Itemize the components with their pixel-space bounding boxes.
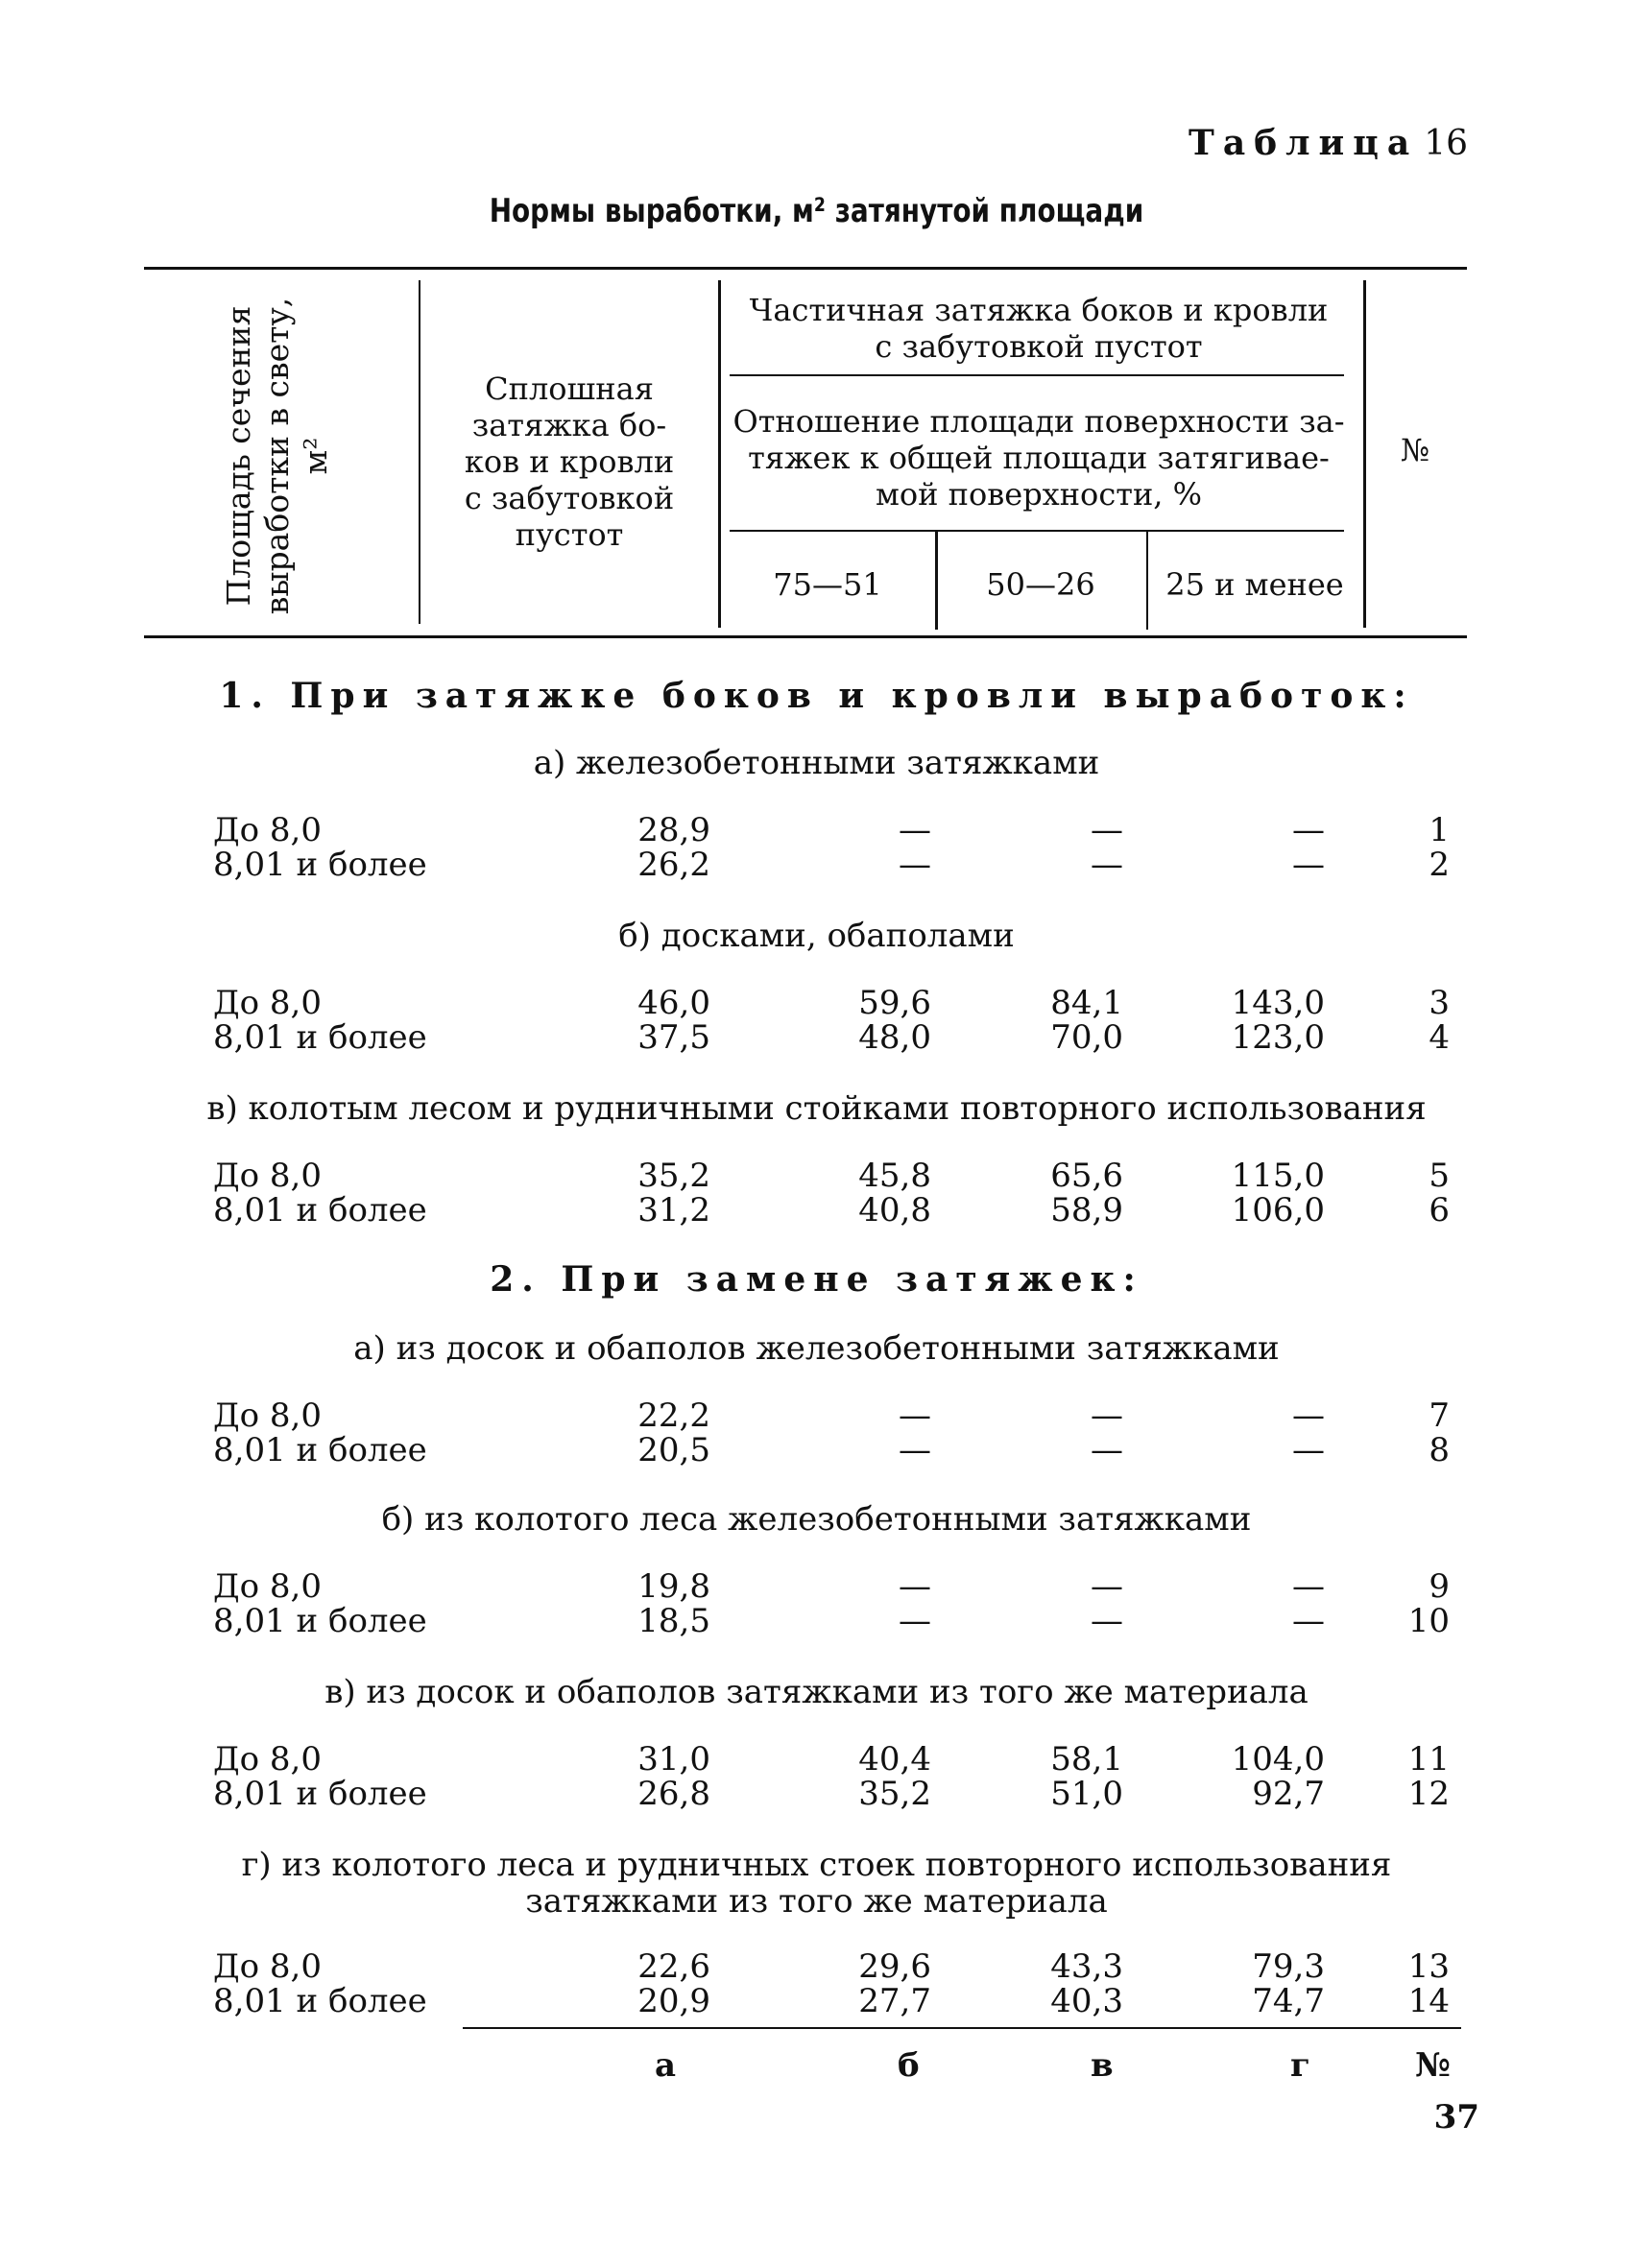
footer-letter-a: а: [655, 2046, 677, 2085]
header-group-title-line: Частичная затяжка боков и кровли: [749, 292, 1329, 328]
group-subtitle-line: в) колотым лесом и рудничными стойками повторного использования: [206, 1089, 1427, 1128]
cell-50-26: 43,3: [1050, 1947, 1123, 1986]
section-title: 2. При замене затяжек:: [490, 1259, 1143, 1300]
table-row: [0, 1776, 1633, 1812]
cell-25-less: —: [1292, 1431, 1325, 1469]
cell-solid: 18,5: [637, 1602, 710, 1640]
cell-solid: 35,2: [637, 1157, 710, 1195]
cell-area: 8,01 и более: [213, 1191, 427, 1229]
cell-25-less: 106,0: [1231, 1191, 1325, 1229]
cell-50-26: 84,1: [1050, 984, 1123, 1022]
cell-number: 3: [1429, 984, 1450, 1022]
group-subtitle: [0, 1847, 1633, 1920]
cell-25-less: 104,0: [1231, 1740, 1325, 1779]
table-row: [0, 1432, 1633, 1468]
header-subcol-50-26: 50—26: [986, 566, 1095, 603]
cell-75-51: 45,8: [858, 1157, 931, 1195]
header-bottom-rule: [144, 635, 1467, 638]
header-divider-2: [718, 280, 721, 628]
cell-25-less: —: [1292, 1567, 1325, 1606]
header-group-subtitle: [722, 403, 1356, 513]
footer-number-sign: №: [1415, 2046, 1451, 2085]
cell-75-51: —: [899, 1397, 931, 1435]
cell-25-less: —: [1292, 1397, 1325, 1435]
cell-75-51: 40,8: [858, 1191, 931, 1229]
cell-75-51: 48,0: [858, 1018, 931, 1057]
cell-number: 4: [1429, 1018, 1450, 1057]
cell-25-less: —: [1292, 846, 1325, 884]
cell-number: 14: [1407, 1982, 1450, 2020]
cell-75-51: 35,2: [858, 1775, 931, 1813]
section-title: 1. При затяжке боков и кровли выработок:: [219, 676, 1414, 716]
cell-75-51: —: [899, 1567, 931, 1606]
table-label: [1189, 123, 1468, 163]
cell-25-less: 92,7: [1252, 1775, 1325, 1813]
group-subtitle: [0, 1090, 1633, 1127]
cell-number: 11: [1407, 1740, 1450, 1779]
header-top-rule: [144, 267, 1467, 270]
cell-area: 8,01 и более: [213, 1775, 427, 1813]
header-group-subtitle-line: Отношение площади поверхности за-: [732, 403, 1345, 440]
header-col-solid-line: затяжка бо-: [471, 407, 667, 443]
header-col-solid-line: пустот: [515, 516, 624, 553]
group-title-rule: [730, 374, 1344, 376]
header-group-subtitle-line: мой поверхности, %: [875, 476, 1203, 513]
cell-50-26: 58,1: [1050, 1740, 1123, 1779]
group-subtitle: [0, 1674, 1633, 1710]
cell-number: 5: [1429, 1157, 1450, 1195]
cell-solid: 26,8: [637, 1775, 710, 1813]
group-subtitle-line: а) железобетонными затяжками: [533, 744, 1100, 782]
cell-area: 8,01 и более: [213, 1602, 427, 1640]
cell-solid: 46,0: [637, 984, 710, 1022]
cell-75-51: 29,6: [858, 1947, 931, 1986]
cell-number: 8: [1429, 1431, 1450, 1469]
group-subtitle-line: в) из досок и обаполов затяжками из того же материала: [324, 1673, 1309, 1711]
group-subtitle: [0, 1330, 1633, 1367]
table-row: [0, 1019, 1633, 1056]
cell-25-less: 79,3: [1252, 1947, 1325, 1986]
cell-75-51: —: [899, 1431, 931, 1469]
cell-25-less: 74,7: [1252, 1982, 1325, 2020]
group-subtitle: [0, 918, 1633, 954]
cell-area: До 8,0: [213, 1157, 322, 1195]
cell-area: До 8,0: [213, 1567, 322, 1606]
cell-solid: 22,2: [637, 1397, 710, 1435]
cell-50-26: 40,3: [1050, 1982, 1123, 2020]
table-number: 16: [1424, 124, 1468, 163]
cell-area: 8,01 и более: [213, 846, 427, 884]
cell-area: До 8,0: [213, 1397, 322, 1435]
cell-50-26: —: [1091, 846, 1123, 884]
cell-50-26: 65,6: [1050, 1157, 1123, 1195]
header-col-solid-line: с забутовкой: [464, 480, 675, 516]
header-col-area-text: Площадь сечения выработки в свету, м²: [220, 297, 334, 615]
cell-25-less: —: [1292, 811, 1325, 849]
header-subcol-75-51: 75—51: [773, 566, 882, 603]
table-row: [0, 1192, 1633, 1229]
cell-number: 2: [1429, 846, 1450, 884]
cell-75-51: 27,7: [858, 1982, 931, 2020]
group-subtitle-line: г) из колотого леса и рудничных стоек повторного использования: [241, 1846, 1392, 1884]
table-row: [0, 847, 1633, 883]
group-subtitle: [0, 1501, 1633, 1538]
cell-50-26: 51,0: [1050, 1775, 1123, 1813]
cell-25-less: —: [1292, 1602, 1325, 1640]
header-group-title-line: с забутовкой пустот: [875, 328, 1203, 365]
cell-area: До 8,0: [213, 811, 322, 849]
cell-number: 9: [1429, 1567, 1450, 1606]
cell-number: 10: [1407, 1602, 1450, 1640]
group-subtitle-line: затяжками из того же материала: [525, 1882, 1108, 1921]
cell-solid: 37,5: [637, 1018, 710, 1057]
cell-50-26: —: [1091, 1431, 1123, 1469]
cell-75-51: 59,6: [858, 984, 931, 1022]
cell-75-51: —: [899, 1602, 931, 1640]
footer-letter-b: б: [898, 2046, 920, 2085]
footer-letter-g: г: [1290, 2046, 1310, 2085]
header-col-number: №: [1400, 432, 1430, 468]
cell-area: 8,01 и более: [213, 1431, 427, 1469]
cell-area: 8,01 и более: [213, 1982, 427, 2020]
table-row: [0, 812, 1633, 848]
cell-number: 7: [1429, 1397, 1450, 1435]
footer-letter-v: в: [1091, 2046, 1114, 2085]
cell-solid: 20,5: [637, 1431, 710, 1469]
cell-number: 1: [1429, 811, 1450, 849]
cell-50-26: —: [1091, 1602, 1123, 1640]
cell-50-26: —: [1091, 811, 1123, 849]
table-row: [0, 1397, 1633, 1434]
header-col-solid-line: ков и кровли: [464, 443, 675, 480]
cell-area: До 8,0: [213, 984, 322, 1022]
cell-25-less: 115,0: [1231, 1157, 1325, 1195]
cell-75-51: 40,4: [858, 1740, 931, 1779]
group-subtitle-line: б) досками, обаполами: [618, 917, 1015, 955]
cell-solid: 31,2: [637, 1191, 710, 1229]
cell-50-26: 58,9: [1050, 1191, 1123, 1229]
header-col-area: [220, 278, 334, 633]
cell-area: 8,01 и более: [213, 1018, 427, 1057]
header-col-solid-line: Сплошная: [485, 370, 654, 407]
header-divider-1: [419, 280, 420, 624]
cell-solid: 22,6: [637, 1947, 710, 1986]
table-row: [0, 1741, 1633, 1778]
header-subcol-25-less: 25 и менее: [1165, 566, 1344, 603]
page-number: 37: [1433, 2098, 1479, 2137]
cell-number: 12: [1407, 1775, 1450, 1813]
header-group-title: [722, 292, 1356, 365]
table-row: [0, 1948, 1633, 1985]
cell-75-51: —: [899, 811, 931, 849]
header-group-subtitle-line: тяжек к общей площади затягивае-: [748, 440, 1330, 476]
header-divider-3: [1363, 280, 1366, 628]
cell-25-less: 123,0: [1231, 1018, 1325, 1057]
group-subtitle-rule: [730, 530, 1344, 532]
cell-solid: 20,9: [637, 1982, 710, 2020]
cell-50-26: —: [1091, 1397, 1123, 1435]
cell-25-less: 143,0: [1231, 984, 1325, 1022]
cell-solid: 19,8: [637, 1567, 710, 1606]
table-row: [0, 1158, 1633, 1194]
cell-solid: 31,0: [637, 1740, 710, 1779]
table-title: Нормы выработки, м² затянутой площади: [489, 192, 1144, 230]
table-label-text: Таблица: [1189, 123, 1419, 163]
header-col-solid: [422, 370, 716, 553]
table-row: [0, 1983, 1633, 2019]
cell-area: До 8,0: [213, 1947, 322, 1986]
cell-number: 6: [1429, 1191, 1450, 1229]
group-subtitle: [0, 745, 1633, 781]
cell-solid: 26,2: [637, 846, 710, 884]
group-subtitle-line: а) из досок и обаполов железобетонными затяжками: [353, 1329, 1280, 1368]
cell-area: До 8,0: [213, 1740, 322, 1779]
cell-50-26: —: [1091, 1567, 1123, 1606]
table-row: [0, 1603, 1633, 1639]
table-row: [0, 985, 1633, 1021]
cell-50-26: 70,0: [1050, 1018, 1123, 1057]
cell-number: 13: [1407, 1947, 1450, 1986]
footer-rule: [463, 2027, 1461, 2029]
group-subtitle-line: б) из колотого леса железобетонными затяжками: [381, 1500, 1252, 1539]
cell-75-51: —: [899, 846, 931, 884]
cell-solid: 28,9: [637, 811, 710, 849]
table-row: [0, 1568, 1633, 1605]
